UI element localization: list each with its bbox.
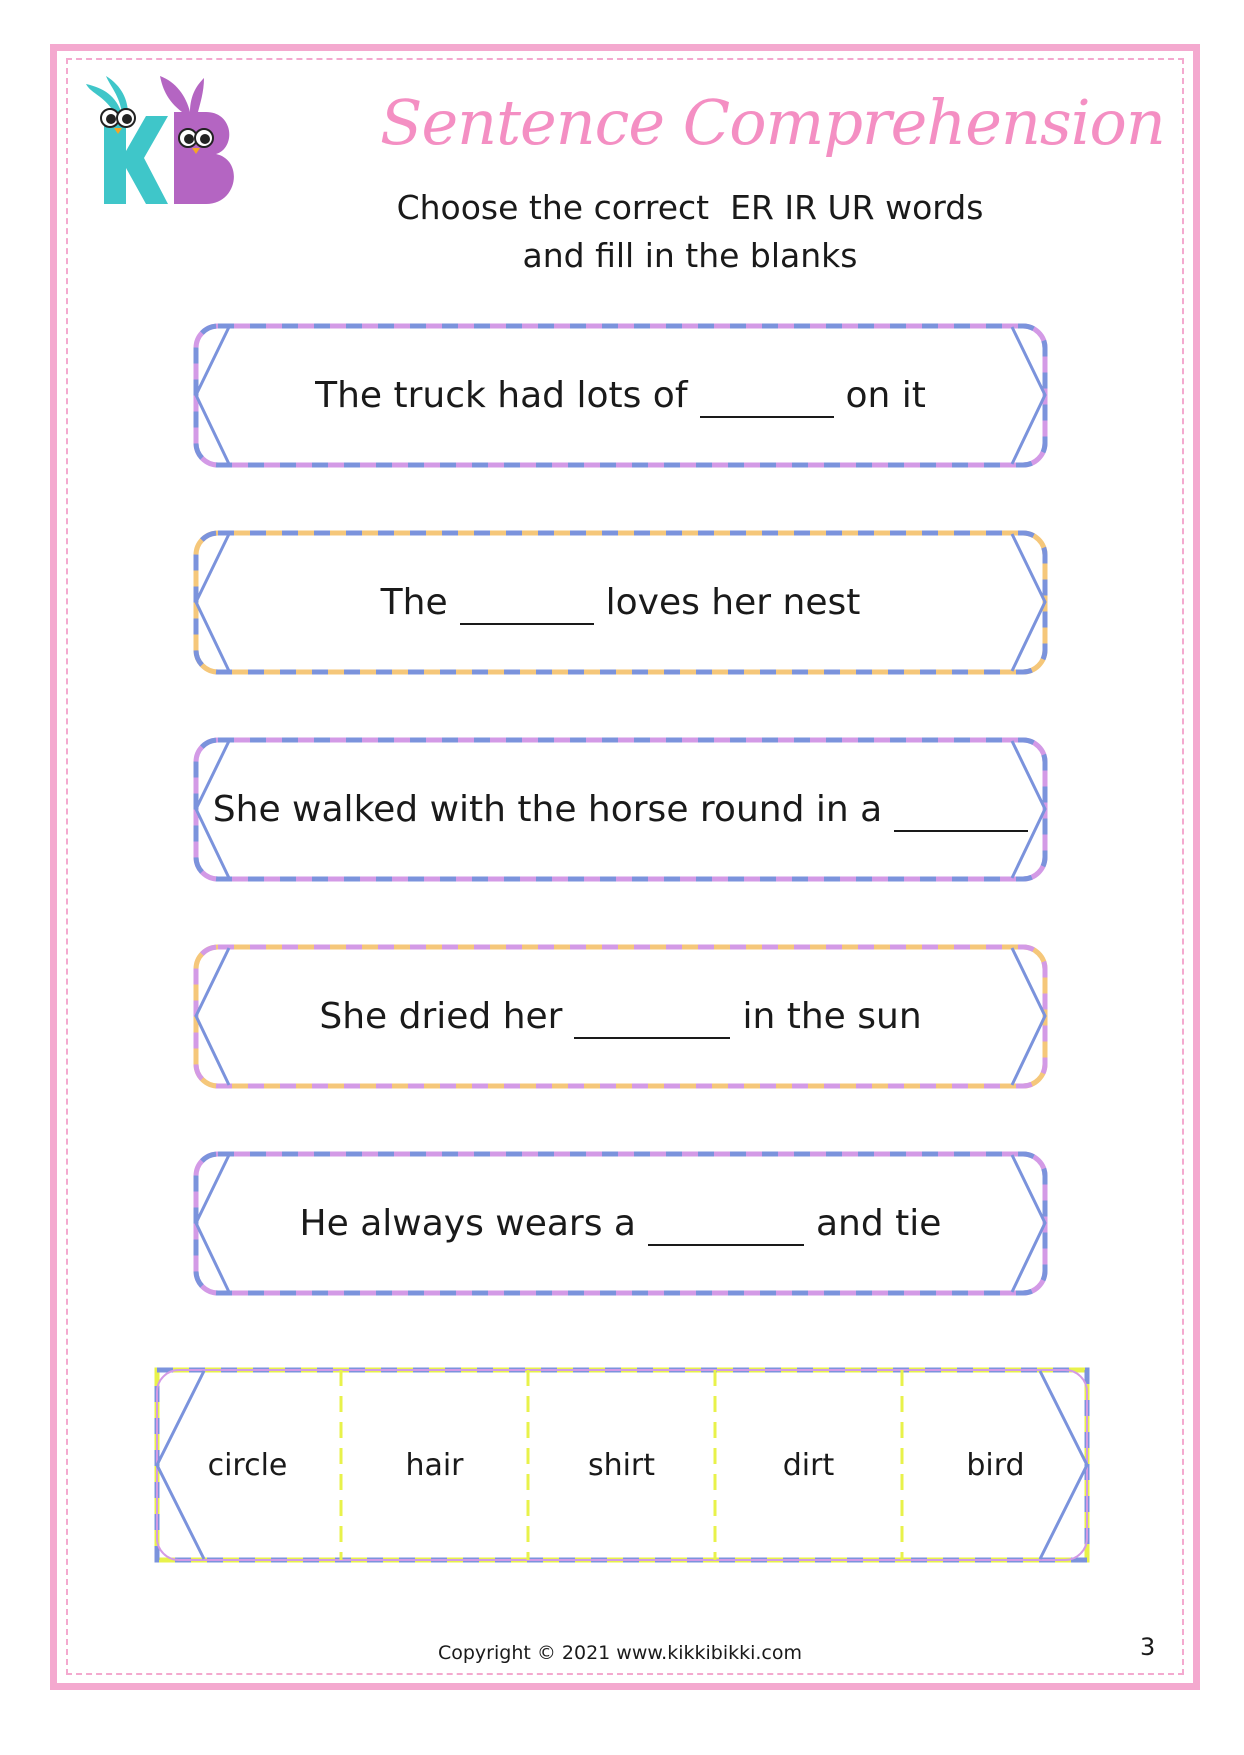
word-option-hair[interactable]: hair: [405, 1447, 464, 1483]
word-option-bird[interactable]: bird: [966, 1447, 1025, 1483]
sentence-2-blank[interactable]: [460, 593, 594, 625]
worksheet-title: Sentence Comprehension: [380, 86, 1165, 159]
word-option-circle[interactable]: circle: [207, 1447, 288, 1483]
sentence-box-4: [193, 944, 1048, 1089]
sentence-1-before: The truck had lots of: [315, 375, 688, 416]
sentence-5-blank[interactable]: [648, 1214, 804, 1246]
page-number: 3: [1140, 1633, 1156, 1661]
instructions-line-2: and fill in the blanks: [522, 236, 858, 275]
instructions: [340, 184, 1040, 280]
sentence-box-1: [193, 323, 1048, 468]
sentence-4-after: in the sun: [742, 996, 922, 1037]
sentence-2-before: The: [380, 582, 448, 623]
sentence-box-2: [193, 530, 1048, 675]
sentence-5-after: and tie: [816, 1203, 942, 1244]
word-bank: [154, 1367, 1090, 1563]
sentence-4-before: She dried her: [319, 996, 563, 1037]
word-option-shirt[interactable]: shirt: [587, 1447, 656, 1483]
word-option-dirt[interactable]: dirt: [782, 1447, 835, 1483]
sentence-3-blank[interactable]: [894, 800, 1028, 832]
sentence-1-blank[interactable]: [700, 386, 834, 418]
sentence-box-5: [193, 1151, 1048, 1296]
sentence-2-after: loves her nest: [605, 582, 861, 623]
sentence-4-blank[interactable]: [574, 1007, 730, 1039]
instructions-line-1: Choose the correct ER IR UR words: [396, 188, 984, 227]
kb-logo-icon: [86, 76, 246, 210]
sentence-1-after: on it: [845, 375, 926, 416]
sentence-3-before: She walked with the horse round in a: [212, 789, 883, 830]
copyright-footer: Copyright © 2021 www.kikkibikki.com: [437, 1642, 803, 1664]
sentence-5-before: He always wears a: [299, 1203, 636, 1244]
sentence-box-3: [193, 737, 1048, 882]
